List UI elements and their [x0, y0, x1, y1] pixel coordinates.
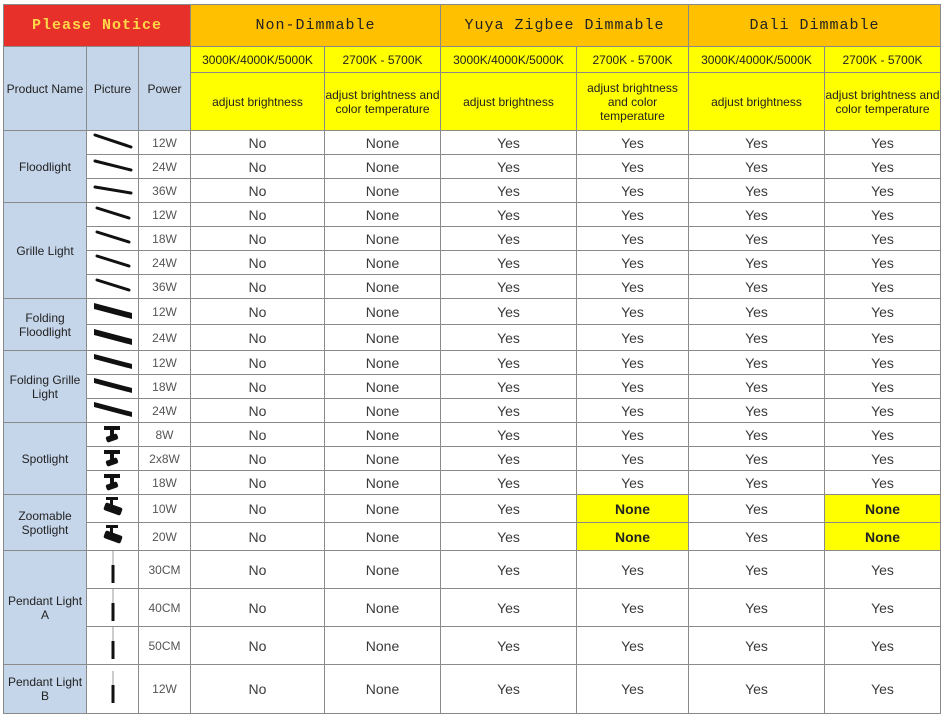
col-product-name-header: Product Name	[4, 47, 87, 131]
power-cell: 30CM	[139, 551, 191, 589]
support-value-cell: No	[191, 627, 325, 665]
support-value-cell: Yes	[577, 551, 689, 589]
table-row	[4, 131, 941, 155]
support-value-cell: None	[325, 423, 441, 447]
table-row	[4, 227, 941, 251]
power-cell: 36W	[139, 275, 191, 299]
product-picture-cell	[87, 375, 139, 399]
product-name-cell: Grille Light	[4, 203, 87, 299]
folding-grille-light-icon	[90, 351, 136, 371]
power-cell: 18W	[139, 375, 191, 399]
spotlight-icon	[98, 447, 128, 467]
support-value-cell: Yes	[441, 325, 577, 351]
power-cell: 18W	[139, 471, 191, 495]
table-row	[4, 399, 941, 423]
table-row	[4, 179, 941, 203]
support-value-cell: Yes	[577, 471, 689, 495]
support-value-cell: Yes	[689, 447, 825, 471]
support-value-cell: Yes	[825, 227, 941, 251]
power-cell: 36W	[139, 179, 191, 203]
zoom-spotlight-icon	[98, 495, 128, 519]
product-picture-cell	[87, 179, 139, 203]
support-value-cell: Yes	[441, 155, 577, 179]
power-cell: 24W	[139, 399, 191, 423]
group-dali-dimmable: Dali Dimmable	[689, 5, 941, 47]
power-cell: 24W	[139, 325, 191, 351]
support-value-cell: None	[325, 155, 441, 179]
pendant-light-icon	[106, 551, 120, 585]
comparison-table-wrapper	[3, 4, 941, 714]
support-value-cell: Yes	[825, 299, 941, 325]
support-value-cell: No	[191, 399, 325, 423]
temp-range-header: 3000K/4000K/5000K	[689, 47, 825, 73]
table-row	[4, 447, 941, 471]
grille-light-icon	[91, 203, 135, 223]
support-value-cell: Yes	[577, 589, 689, 627]
group-non-dimmable: Non-Dimmable	[191, 5, 441, 47]
support-value-cell: Yes	[577, 665, 689, 714]
zoom-spotlight-icon	[98, 523, 128, 547]
support-value-cell: Yes	[825, 155, 941, 179]
function-header: adjust brightness and color temperature	[825, 73, 941, 131]
product-picture-cell	[87, 423, 139, 447]
support-value-cell: Yes	[825, 351, 941, 375]
product-picture-cell	[87, 523, 139, 551]
product-picture-cell	[87, 495, 139, 523]
support-value-cell: No	[191, 447, 325, 471]
support-value-cell: None	[325, 399, 441, 423]
support-value-cell: Yes	[825, 131, 941, 155]
support-value-cell: Yes	[577, 375, 689, 399]
product-name-cell: Floodlight	[4, 131, 87, 203]
support-value-cell: Yes	[441, 251, 577, 275]
support-value-cell: No	[191, 251, 325, 275]
support-value-cell: Yes	[689, 325, 825, 351]
product-name-cell: Pendant Light A	[4, 551, 87, 665]
support-value-cell: Yes	[689, 275, 825, 299]
support-value-cell: None	[325, 227, 441, 251]
support-value-cell: Yes	[689, 251, 825, 275]
table-row	[4, 203, 941, 227]
product-name-cell: Folding Grille Light	[4, 351, 87, 423]
support-value-cell: Yes	[441, 299, 577, 325]
support-value-cell: Yes	[577, 299, 689, 325]
col-power-header: Power	[139, 47, 191, 131]
power-cell: 50CM	[139, 627, 191, 665]
product-picture-cell	[87, 589, 139, 627]
support-value-cell: No	[191, 179, 325, 203]
power-cell: 24W	[139, 155, 191, 179]
function-header: adjust brightness	[441, 73, 577, 131]
col-picture-header: Picture	[87, 47, 139, 131]
support-value-cell: Yes	[689, 523, 825, 551]
power-cell: 24W	[139, 251, 191, 275]
support-value-cell: None	[325, 551, 441, 589]
grille-light-icon	[91, 275, 135, 295]
support-value-cell: Yes	[825, 179, 941, 203]
power-cell: 12W	[139, 665, 191, 714]
support-value-cell: Yes	[441, 399, 577, 423]
support-value-cell: No	[191, 351, 325, 375]
folding-light-icon	[90, 299, 136, 321]
folding-light-icon	[90, 325, 136, 347]
support-value-cell: None	[325, 665, 441, 714]
temp-range-header: 2700K - 5700K	[325, 47, 441, 73]
product-picture-cell	[87, 203, 139, 227]
support-value-cell: Yes	[577, 275, 689, 299]
support-value-cell: Yes	[689, 351, 825, 375]
support-value-cell: No	[191, 375, 325, 399]
support-value-cell: None	[577, 523, 689, 551]
table-row	[4, 155, 941, 179]
power-cell: 12W	[139, 299, 191, 325]
support-value-cell: Yes	[577, 179, 689, 203]
table-row	[4, 423, 941, 447]
table-row	[4, 551, 941, 589]
support-value-cell: Yes	[577, 351, 689, 375]
support-value-cell: No	[191, 155, 325, 179]
product-picture-cell	[87, 155, 139, 179]
support-value-cell: No	[191, 227, 325, 251]
power-cell: 18W	[139, 227, 191, 251]
support-value-cell: Yes	[441, 589, 577, 627]
group-zigbee-dimmable: Yuya Zigbee Dimmable	[441, 5, 689, 47]
support-value-cell: None	[825, 523, 941, 551]
product-picture-cell	[87, 551, 139, 589]
product-picture-cell	[87, 399, 139, 423]
product-picture-cell	[87, 627, 139, 665]
support-value-cell: None	[325, 275, 441, 299]
support-value-cell: Yes	[689, 495, 825, 523]
support-value-cell: Yes	[825, 627, 941, 665]
support-value-cell: Yes	[825, 399, 941, 423]
support-value-cell: Yes	[441, 351, 577, 375]
dimming-comparison-table	[3, 4, 941, 714]
support-value-cell: None	[325, 351, 441, 375]
product-name-cell: Spotlight	[4, 423, 87, 495]
function-header: adjust brightness	[191, 73, 325, 131]
pendant-light-icon	[106, 671, 120, 705]
table-row	[4, 627, 941, 665]
product-picture-cell	[87, 447, 139, 471]
support-value-cell: None	[325, 447, 441, 471]
support-value-cell: Yes	[689, 203, 825, 227]
table-row	[4, 351, 941, 375]
support-value-cell: Yes	[577, 447, 689, 471]
power-cell: 12W	[139, 203, 191, 227]
support-value-cell: Yes	[441, 131, 577, 155]
function-header: adjust brightness and color temperature	[325, 73, 441, 131]
table-row	[4, 275, 941, 299]
support-value-cell: None	[325, 203, 441, 227]
support-value-cell: Yes	[689, 471, 825, 495]
support-value-cell: Yes	[689, 665, 825, 714]
support-value-cell: Yes	[577, 251, 689, 275]
temp-range-header: 3000K/4000K/5000K	[191, 47, 325, 73]
support-value-cell: None	[325, 523, 441, 551]
support-value-cell: No	[191, 203, 325, 227]
pendant-light-icon	[106, 627, 120, 661]
support-value-cell: Yes	[689, 627, 825, 665]
support-value-cell: No	[191, 665, 325, 714]
support-value-cell: Yes	[577, 325, 689, 351]
linear-light-icon	[91, 131, 135, 151]
support-value-cell: No	[191, 523, 325, 551]
spotlight-icon	[98, 423, 128, 443]
product-picture-cell	[87, 665, 139, 714]
function-header: adjust brightness	[689, 73, 825, 131]
product-name-cell: Zoomable Spotlight	[4, 495, 87, 551]
product-name-cell: Folding Floodlight	[4, 299, 87, 351]
product-picture-cell	[87, 351, 139, 375]
support-value-cell: Yes	[689, 423, 825, 447]
support-value-cell: Yes	[825, 203, 941, 227]
support-value-cell: None	[577, 495, 689, 523]
support-value-cell: Yes	[825, 423, 941, 447]
support-value-cell: Yes	[441, 423, 577, 447]
table-row	[4, 471, 941, 495]
support-value-cell: Yes	[577, 423, 689, 447]
support-value-cell: Yes	[577, 399, 689, 423]
support-value-cell: No	[191, 131, 325, 155]
support-value-cell: Yes	[441, 447, 577, 471]
support-value-cell: Yes	[441, 375, 577, 399]
support-value-cell: Yes	[577, 627, 689, 665]
support-value-cell: None	[325, 179, 441, 203]
support-value-cell: Yes	[825, 589, 941, 627]
table-row	[4, 495, 941, 523]
product-picture-cell	[87, 131, 139, 155]
support-value-cell: Yes	[689, 589, 825, 627]
linear-light-icon	[91, 155, 135, 175]
table-row	[4, 665, 941, 714]
support-value-cell: Yes	[689, 551, 825, 589]
support-value-cell: Yes	[825, 447, 941, 471]
product-picture-cell	[87, 251, 139, 275]
support-value-cell: Yes	[441, 627, 577, 665]
support-value-cell: Yes	[577, 131, 689, 155]
support-value-cell: None	[825, 495, 941, 523]
folding-grille-light-icon	[90, 375, 136, 395]
table-row	[4, 589, 941, 627]
support-value-cell: Yes	[689, 375, 825, 399]
support-value-cell: No	[191, 275, 325, 299]
support-value-cell: Yes	[689, 399, 825, 423]
power-cell: 12W	[139, 351, 191, 375]
table-row	[4, 523, 941, 551]
support-value-cell: Yes	[441, 551, 577, 589]
folding-grille-light-icon	[90, 399, 136, 419]
support-value-cell: Yes	[825, 251, 941, 275]
support-value-cell: None	[325, 131, 441, 155]
support-value-cell: No	[191, 299, 325, 325]
power-cell: 12W	[139, 131, 191, 155]
support-value-cell: No	[191, 471, 325, 495]
support-value-cell: Yes	[689, 299, 825, 325]
product-picture-cell	[87, 227, 139, 251]
product-picture-cell	[87, 299, 139, 325]
support-value-cell: Yes	[825, 471, 941, 495]
support-value-cell: Yes	[577, 155, 689, 179]
support-value-cell: Yes	[441, 495, 577, 523]
support-value-cell: Yes	[441, 523, 577, 551]
temp-range-header: 2700K - 5700K	[825, 47, 941, 73]
product-picture-cell	[87, 471, 139, 495]
support-value-cell: No	[191, 589, 325, 627]
support-value-cell: Yes	[689, 155, 825, 179]
support-value-cell: None	[325, 325, 441, 351]
power-cell: 8W	[139, 423, 191, 447]
power-cell: 2x8W	[139, 447, 191, 471]
function-header: adjust brightness and color temperature	[577, 73, 689, 131]
support-value-cell: Yes	[825, 665, 941, 714]
power-cell: 10W	[139, 495, 191, 523]
pendant-light-icon	[106, 589, 120, 623]
support-value-cell: Yes	[689, 179, 825, 203]
power-cell: 40CM	[139, 589, 191, 627]
support-value-cell: Yes	[689, 131, 825, 155]
support-value-cell: Yes	[825, 325, 941, 351]
please-notice-header: Please Notice	[4, 5, 191, 47]
support-value-cell: Yes	[825, 375, 941, 399]
support-value-cell: Yes	[689, 227, 825, 251]
support-value-cell: Yes	[825, 551, 941, 589]
support-value-cell: None	[325, 375, 441, 399]
support-value-cell: Yes	[577, 203, 689, 227]
power-cell: 20W	[139, 523, 191, 551]
support-value-cell: No	[191, 325, 325, 351]
spotlight-icon	[98, 471, 128, 491]
support-value-cell: None	[325, 627, 441, 665]
temp-range-header: 3000K/4000K/5000K	[441, 47, 577, 73]
product-picture-cell	[87, 325, 139, 351]
grille-light-icon	[91, 227, 135, 247]
support-value-cell: Yes	[441, 665, 577, 714]
support-value-cell: Yes	[441, 227, 577, 251]
support-value-cell: None	[325, 471, 441, 495]
support-value-cell: No	[191, 423, 325, 447]
support-value-cell: Yes	[441, 203, 577, 227]
support-value-cell: None	[325, 589, 441, 627]
support-value-cell: None	[325, 299, 441, 325]
support-value-cell: Yes	[577, 227, 689, 251]
support-value-cell: Yes	[441, 179, 577, 203]
support-value-cell: Yes	[441, 275, 577, 299]
linear-light-icon	[91, 179, 135, 199]
product-picture-cell	[87, 275, 139, 299]
table-row	[4, 299, 941, 325]
temp-range-header: 2700K - 5700K	[577, 47, 689, 73]
support-value-cell: None	[325, 251, 441, 275]
product-name-cell: Pendant Light B	[4, 665, 87, 714]
support-value-cell: Yes	[441, 471, 577, 495]
support-value-cell: None	[325, 495, 441, 523]
grille-light-icon	[91, 251, 135, 271]
table-row	[4, 375, 941, 399]
table-row	[4, 251, 941, 275]
support-value-cell: No	[191, 495, 325, 523]
support-value-cell: Yes	[825, 275, 941, 299]
table-row	[4, 325, 941, 351]
support-value-cell: No	[191, 551, 325, 589]
